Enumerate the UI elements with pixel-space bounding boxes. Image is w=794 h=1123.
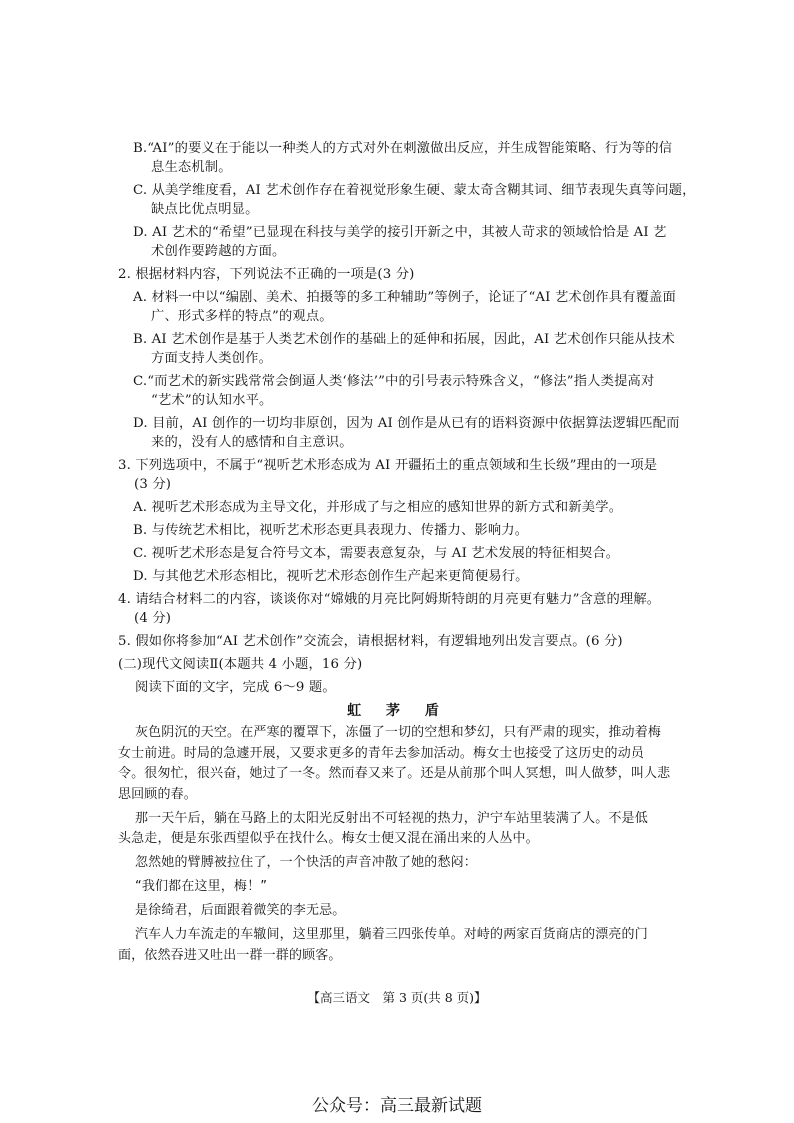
text-line: 2. 根据材料内容，下列说法不正确的一项是(3 分) [118,267,415,282]
answer-option [118,498,678,517]
answer-option [118,181,696,219]
question-list [118,139,696,697]
story-text [118,723,678,966]
text-line: 灰色阴沉的天空。在严寒的覆罩下，冻僵了一切的空想和梦幻，只有严肃的现实，推动着梅 [135,725,662,740]
text-line: 5. 假如你将参加“AI 艺术创作”交流会，请根据材料，有逻辑地列出发言要点。(6 分) [118,634,623,649]
text-line: “我们都在这里，梅！” [135,879,268,894]
text-line: B. AI 艺术创作是基于人类艺术创作的基础上的延伸和拓展，因此，AI 艺术创作只能从技术 [133,332,675,347]
text-line: C. 视听艺术形态是复合符号文本，需要表意复杂，与 AI 艺术发展的特征相契合。 [133,546,620,561]
text-line: C.“而艺术的新实践常常会倒逼人类‘修法’”中的引号表示特殊含义，“修法”指人类提高对 [133,374,655,389]
story-paragraph [118,925,678,966]
text-line: 阅读下面的文字，完成 6～9 题。 [135,680,336,695]
answer-option [118,372,678,410]
question-stem [118,265,678,284]
answer-option [118,567,678,586]
text-line: 令。很匆忙，很兴奋，她过了一冬。然而春又来了。还是从前那个叫人冥想，叫人做梦，叫人悲 [118,766,671,781]
text-line: B. 与传统艺术相比，视听艺术形态更具表现力、传播力、影响力。 [133,523,529,538]
question-stem [118,590,678,628]
text-line: A. 材料一中以“编剧、美术、拍摄等的多工种辅助”等例子，论证了“AI 艺术创作具有覆盖面 [133,290,676,305]
text-line: 3. 下列选项中，不属于“视听艺术形态成为 AI 开疆拓土的重点领域和生长级”理由的一项是 [118,458,658,473]
question-stem [118,456,678,494]
text-line: 4. 请结合材料二的内容，谈谈你对“嫦娥的月亮比阿姆斯特朗的月亮更有魅力”含意的理解。 [118,592,661,607]
text-line: 忽然她的臂膊被拉住了，一个快活的声音冲散了她的愁闷： [135,855,477,870]
text-line: 方面支持人类创作。 [151,351,273,366]
text-line: 汽车人力车流走的车辙间，这里那里，躺着三四张传单。对峙的两家百货商店的漂亮的门 [135,927,648,942]
story-paragraph [118,853,678,874]
text-line: D. 目前，AI 创作的一切均非原创，因为 AI 创作是从已有的语料资源中依据算法逻辑匹配而 [133,416,680,431]
text-line: 思回顾的春。 [118,786,197,802]
text-line: 息生态机制。 [151,160,232,175]
section-text [118,655,678,674]
watermark-text: 公众号：高三最新试题 [312,1096,482,1116]
text-line: 广、形式多样的特点”的观点。 [151,309,333,324]
answer-option [118,414,678,452]
text-line: (二)现代文阅读Ⅱ(本题共 4 小题，16 分) [118,657,363,672]
story-paragraph [118,723,678,805]
text-line: 面，依然吞进又吐出一群一群的顾客。 [118,947,342,963]
page-content [118,139,696,970]
text-line: 术创作要跨越的方面。 [151,244,286,259]
text-line: (3 分) [134,477,172,492]
text-line: C. 从美学维度看，AI 艺术创作存在着视觉形象生硬、蒙太奇含糊其词、细节表现失真等问题， [133,183,696,198]
text-line: “艺术”的认知水平。 [151,393,273,408]
text-line: D. 与其他艺术形态相比，视听艺术形态创作生产起来更简便易行。 [133,569,529,584]
answer-option [118,330,678,368]
text-line: 女士前进。时局的急遽开展，又要求更多的青年去参加活动。梅女士也接受了这历史的动员 [118,745,645,761]
text-line: D. AI 艺术的“希望”已显现在科技与美学的接引开新之中，其被人苛求的领域恰恰是 AI 艺 [133,225,667,240]
question-stem [118,632,678,651]
story-paragraph [118,901,678,922]
answer-option [118,223,678,261]
section-text [118,678,678,697]
answer-option [118,521,678,540]
answer-option [118,288,678,326]
text-line: 头急走，便是东张西望似乎在找什么。梅女士便又混在涌出来的人丛中。 [118,831,539,846]
text-line: 是徐绮君，后面跟着微笑的李无忌。 [135,903,346,918]
story-paragraph [118,877,678,898]
text-line: A. 视听艺术形态成为主导文化，并形成了与之相应的感知世界的新方式和新美学。 [133,500,623,515]
text-line: 来的，没有人的感情和自主意识。 [151,435,353,450]
text-line: (4 分) [134,611,172,626]
text-line: 缺点比优点明显。 [151,202,259,217]
answer-option [118,544,678,563]
story-title: 虹 茅 盾 [347,703,449,719]
story-paragraph [118,809,678,850]
text-line: 那一天午后，躺在马路上的太阳光反射出不可轻视的热力，沪宁车站里装满了人。不是低 [135,810,648,826]
page-footer: 【高三语文 第 3 页(共 8 页)】 [307,990,487,1005]
answer-option [118,139,678,177]
text-line: B.“AI”的要义在于能以一种类人的方式对外在刺激做出反应，并生成智能策略、行为等的信 [133,141,673,156]
